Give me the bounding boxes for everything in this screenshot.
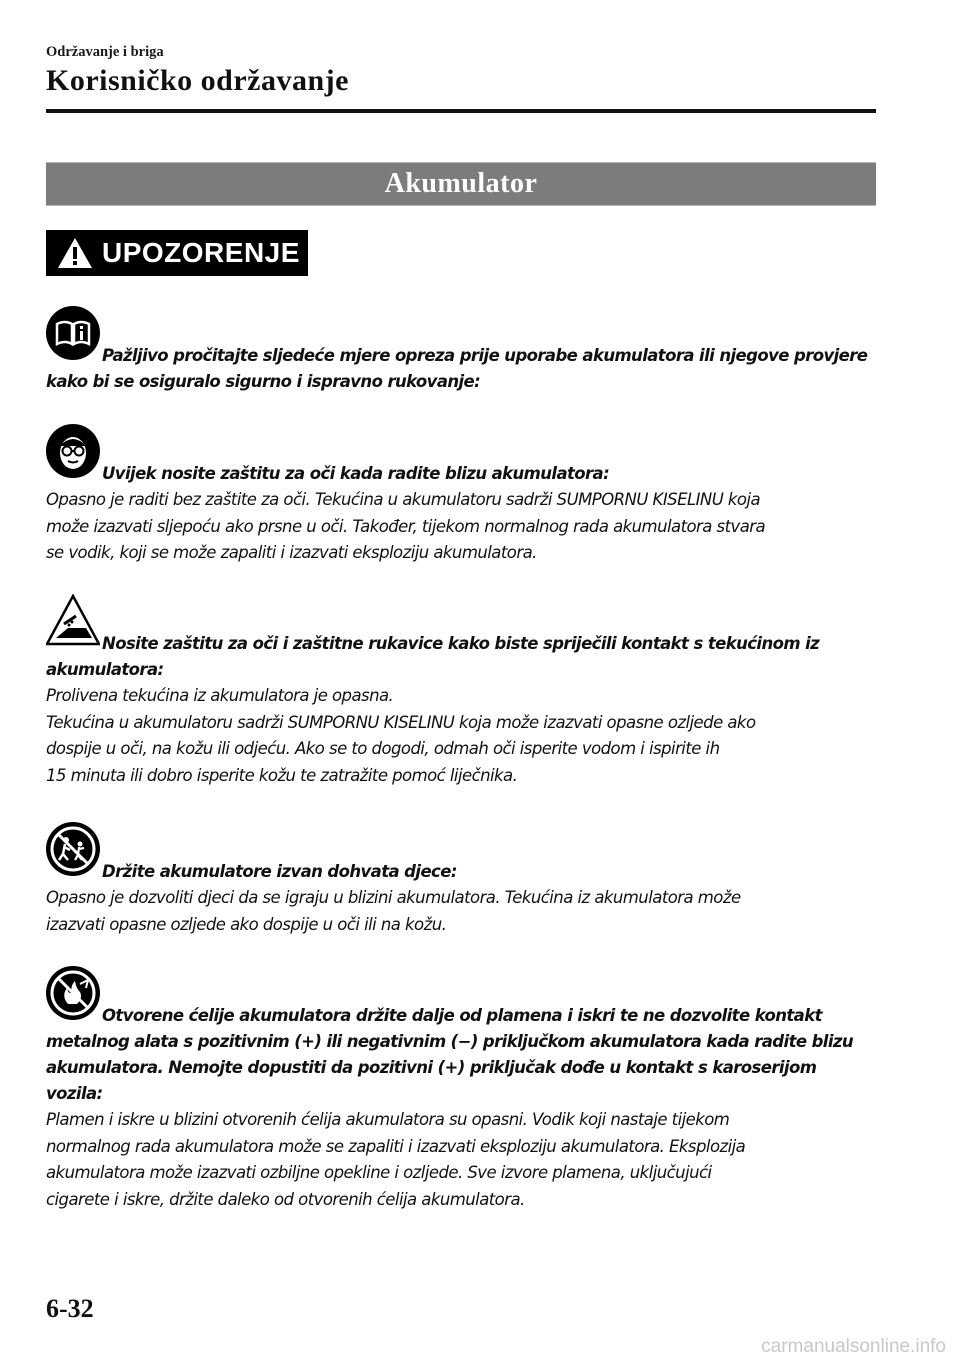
corrosive-acid-icon: [46, 594, 100, 648]
precaution-gloves: [46, 594, 876, 789]
body-line: Tekućina u akumulatoru sadrži SUMPORNU KISELINU koja može izazvati opasne ozljede ako: [46, 712, 756, 732]
precaution-intro: [46, 306, 876, 395]
watermark: carmanualsonline.info: [761, 1336, 946, 1357]
title-divider: [46, 109, 876, 113]
headline-continued: vozila:: [46, 1084, 103, 1103]
headline: Pažljivo pročitajte sljedeće mjere opreza prije uporabe akumulatora ili njegove provjere: [102, 346, 868, 365]
page-number: 6-32: [46, 1294, 94, 1323]
warning-label: [46, 230, 308, 276]
body-line: Plamen i iskre u blizini otvorenih ćelija akumulatora su opasni. Vodik koji nastaje tijekom: [46, 1110, 730, 1129]
headline-continued: kako bi se osiguralo sigurno i ispravno rukovanje:: [46, 372, 481, 391]
body-line: Opasno je raditi bez zaštite za oči. Tekućina u akumulatoru sadrži SUMPORNU KISELINU koja: [46, 490, 761, 509]
keep-children-away-icon: [46, 822, 100, 876]
page-title: Korisničko održavanje: [46, 64, 349, 97]
body-line: normalnog rada akumulatora može se zapaliti i izazvati eksploziju akumulatora. Eksplozija: [46, 1136, 746, 1156]
body-line: može izazvati sljepoću ako prsne u oči. Također, tijekom normalnog rada akumulatora stvara: [46, 516, 766, 536]
headline-continued: akumulatora:: [46, 660, 164, 679]
no-open-flame-icon: [46, 966, 100, 1020]
body-line: cigarete i iskre, držite daleko od otvorenih ćelija akumulatora.: [46, 1189, 525, 1209]
body-line: izazvati opasne ozljede ako dospije u oči ili na kožu.: [46, 914, 447, 934]
body-line: akumulatora može izazvati ozbiljne opekline i ozljede. Sve izvore plamena, uključujući: [46, 1163, 712, 1182]
section-title: Akumulator: [384, 168, 538, 199]
body-line: Opasno je dozvoliti djeci da se igraju u blizini akumulatora. Tekućina iz akumulatora može: [46, 888, 741, 907]
body-line: Prolivena tekućina iz akumulatora je opasna.: [46, 686, 394, 705]
headline: Držite akumulatore izvan dohvata djece:: [102, 862, 457, 881]
manual-book-icon: [46, 306, 100, 360]
precaution-eye-protection: [46, 424, 876, 567]
chapter-label: Održavanje i briga: [46, 44, 164, 60]
section-header: [46, 162, 876, 206]
body-line: se vodik, koji se može zapaliti i izazvati eksploziju akumulatora.: [46, 543, 537, 562]
body-line: dospije u oči, na kožu ili odjeću. Ako se to dogodi, odmah oči isperite vodom i ispirite ih: [46, 739, 720, 758]
warning-triangle-icon: [56, 236, 94, 270]
precaution-children: [46, 822, 876, 938]
warning-text: UPOZORENJE: [102, 237, 300, 268]
headline: Uvijek nosite zaštitu za oči kada radite blizu akumulatora:: [102, 464, 610, 483]
precaution-flame: [46, 966, 876, 1213]
headline-continued: metalnog alata s pozitivnim (+) ili negativnim (−) priključkom akumulatora kada radite blizu: [46, 1032, 854, 1051]
headline: Otvorene ćelije akumulatora držite dalje od plamena i iskri te ne dozvolite kontakt: [102, 1006, 822, 1025]
body-line: 15 minuta ili dobro isperite kožu te zatražite pomoć liječnika.: [46, 765, 518, 785]
headline: Nosite zaštitu za oči i zaštitne rukavice kako biste spriječili kontakt s tekućinom iz: [102, 634, 820, 653]
headline-continued: akumulatora. Nemojte dopustiti da pozitivni (+) priključak dođe u kontakt s karoserijom: [46, 1058, 817, 1077]
eye-protection-icon: [46, 424, 100, 478]
